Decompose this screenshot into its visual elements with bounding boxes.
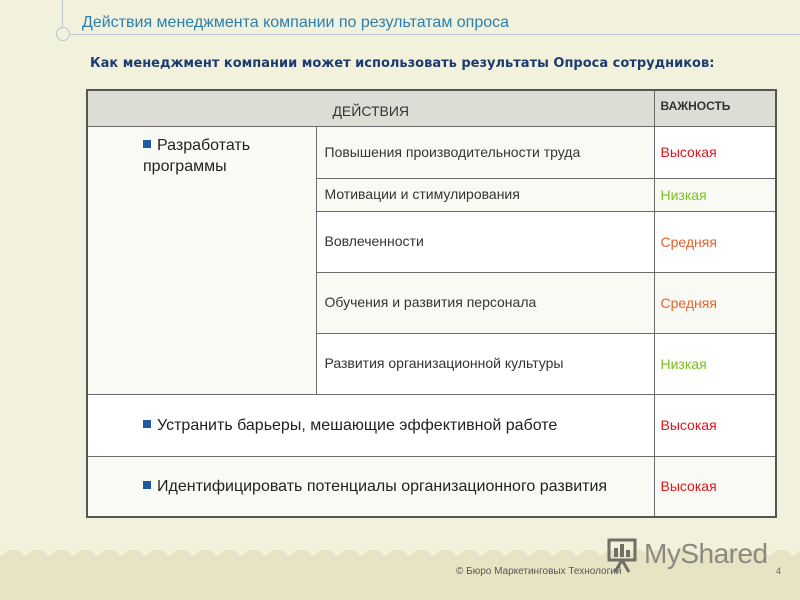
area-label: Мотивации и стимулирования (316, 178, 654, 211)
bullet-icon (143, 420, 151, 428)
action-develop-programs (87, 126, 316, 394)
importance-high: Высокая (660, 144, 717, 160)
action-identify-potentials (87, 456, 654, 517)
importance-value (654, 333, 776, 394)
action-label: Разработать программы (143, 136, 251, 175)
scallop-shape (580, 550, 598, 562)
area-label: Повышения производительности труда (316, 126, 654, 178)
table-row (87, 394, 776, 456)
scallop-shape (196, 550, 214, 562)
actions-table (86, 89, 777, 518)
copyright-text: © Бюро Маркетинговых Технологий (456, 566, 622, 577)
scallop-shape (268, 550, 286, 562)
action-label: Устранить барьеры, мешающие эффективной работе (157, 416, 558, 434)
scallop-shape (364, 550, 382, 562)
myshared-logo (606, 536, 786, 576)
importance-value (654, 456, 776, 517)
scallop-shape (532, 550, 550, 562)
scallop-shape (244, 550, 262, 562)
importance-low: Низкая (660, 355, 707, 372)
scallop-shape (340, 550, 358, 562)
scallop-shape (28, 550, 46, 562)
scallop-shape (172, 550, 190, 562)
bullet-icon (143, 481, 151, 489)
scallop-shape (292, 550, 310, 562)
slide-title: Действия менеджмента компании по результатам опроса (82, 14, 510, 31)
importance-value (654, 211, 776, 272)
header-actions: ДЕЙСТВИЯ (87, 90, 654, 126)
area-label: Вовлеченности (316, 211, 654, 272)
scallop-shape (124, 550, 142, 562)
scallop-shape (436, 550, 454, 562)
logo-text: MyShared (644, 538, 768, 569)
scallop-shape (148, 550, 166, 562)
action-remove-barriers (87, 394, 654, 456)
scallop-shape (220, 550, 238, 562)
importance-high: Высокая (660, 417, 717, 433)
importance-high: Высокая (660, 478, 717, 495)
importance-medium: Средняя (660, 233, 717, 250)
table-row (87, 456, 776, 517)
scallop-shape (484, 550, 502, 562)
scallop-shape (52, 550, 70, 562)
importance-low: Низкая (660, 186, 707, 203)
scallop-shape (412, 550, 430, 562)
header-importance: ВАЖНОСТЬ (654, 90, 776, 126)
scallop-shape (388, 550, 406, 562)
importance-value (654, 126, 776, 178)
decorative-circle (56, 27, 70, 41)
importance-value (654, 272, 776, 333)
scallop-shape (100, 550, 118, 562)
importance-value (654, 394, 776, 456)
table-header-row (87, 90, 776, 126)
scallop-shape (4, 550, 22, 562)
importance-value (654, 178, 776, 211)
scallop-shape (508, 550, 526, 562)
title-underline (70, 34, 800, 35)
scallop-shape (316, 550, 334, 562)
table-row (87, 126, 776, 178)
action-label: Идентифицировать потенциалы организационного развития (157, 477, 608, 495)
scallop-shape (556, 550, 574, 562)
bullet-icon (143, 140, 151, 148)
area-label: Развития организационной культуры (316, 333, 654, 394)
decorative-vertical-rule (62, 0, 63, 27)
slide-subtitle: Как менеджмент компании может использовать результаты Опроса сотрудников: (90, 56, 715, 71)
scallop-shape (460, 550, 478, 562)
area-label: Обучения и развития персонала (316, 272, 654, 333)
scallop-shape (76, 550, 94, 562)
page-number: 4 (776, 566, 782, 576)
importance-medium: Средняя (660, 294, 717, 311)
